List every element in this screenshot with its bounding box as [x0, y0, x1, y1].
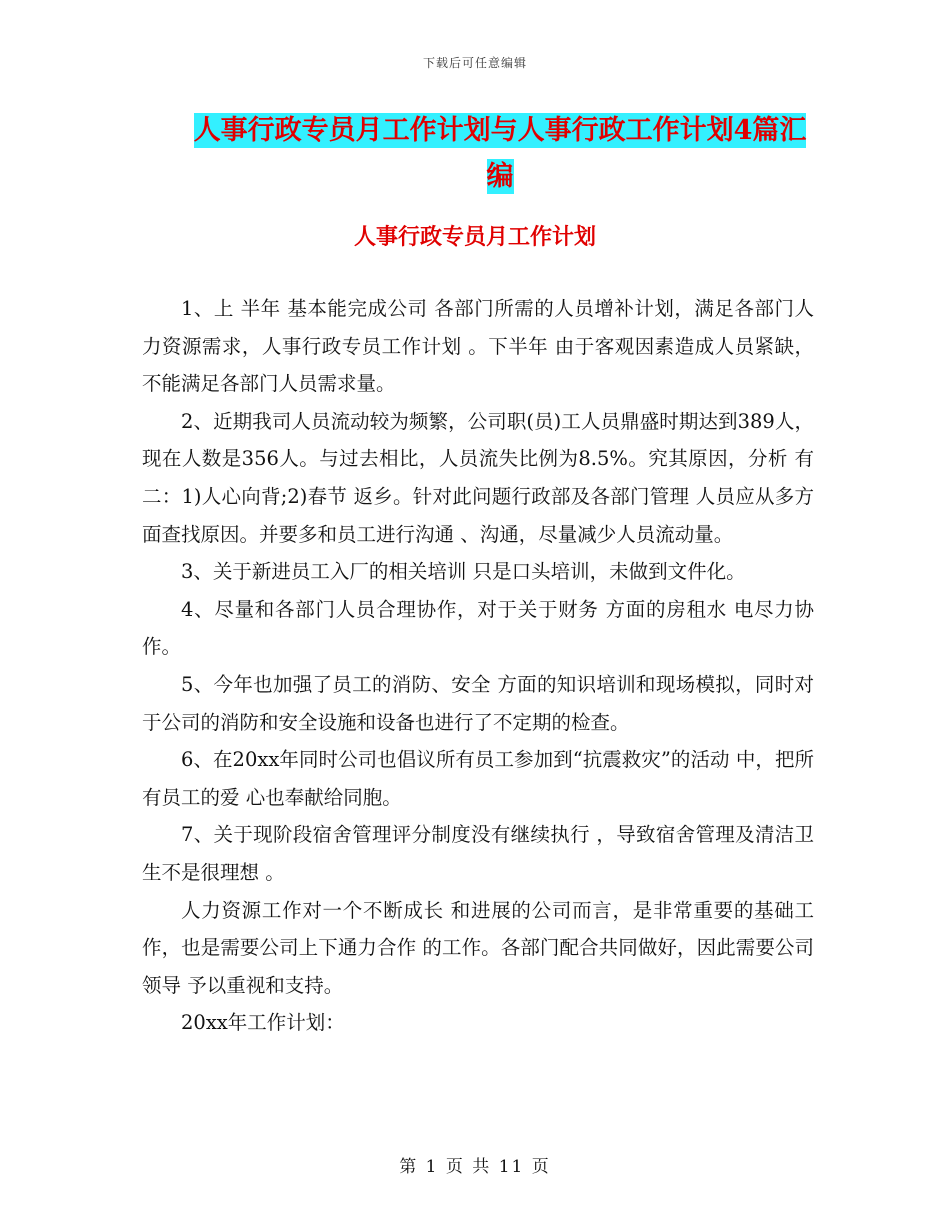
section-title: 人事行政专员月工作计划: [353, 224, 596, 250]
paragraph: 2、近期我司人员流动较为频繁，公司职(员)工人员鼎盛时期达到389人，现在人数是356人。与过去相比，人员流失比例为8.5%。究其原因，分析 有二：1)人心向背;2)春节 返乡。针对此问题行政部及各部门管理 人员应从多方面查找原因。并要多和员工进行沟通 、沟通，尽量减少人员流动量。: [142, 409, 814, 546]
body-text: [142, 290, 814, 1042]
paragraph: 人力资源工作对一个不断成长 和进展的公司而言，是非常重要的基础工作，也是需要公司上下通力合作 的工作。各部门配合共同做好，因此需要公司领导 予以重视和支持。: [142, 898, 814, 997]
paragraph: 1、上 半年 基本能完成公司 各部门所需的人员增补计划，满足各部门人力资源需求，人事行政专员工作计划 。下半年 由于客观因素造成人员紧缺，不能满足各部门人员需求量。: [142, 297, 814, 396]
paragraph: 20xx年工作计划：: [181, 1011, 345, 1035]
page-footer: 第 1 页 共 11 页: [399, 1157, 551, 1177]
document-title-text: 人事行政专员月工作计划与人事行政工作计划4篇汇编: [193, 115, 807, 192]
paragraph: 4、尽量和各部门人员合理协作，对于关于财务 方面的房租水 电尽力协作。: [142, 597, 814, 659]
paragraph: 3、关于新进员工入厂的相关培训 只是口头培训，未做到文件化。: [181, 560, 746, 584]
paragraph: 6、在20xx年同时公司也倡议所有员工参加到“抗震救灾”的活动 中，把所有员工的爱 心也奉献给同胞。: [142, 748, 814, 809]
header-note: 下载后可任意编辑: [422, 56, 527, 70]
paragraph: 5、今年也加强了员工的消防、安全 方面的知识培训和现场模拟，同时对于公司的消防和安全设施和设备也进行了不定期的检查。: [142, 672, 814, 734]
paragraph: 7、关于现阶段宿舍管理评分制度没有继续执行 ，导致宿舍管理及清洁卫生不是很理想 。: [142, 823, 814, 884]
document-title: [190, 108, 810, 200]
